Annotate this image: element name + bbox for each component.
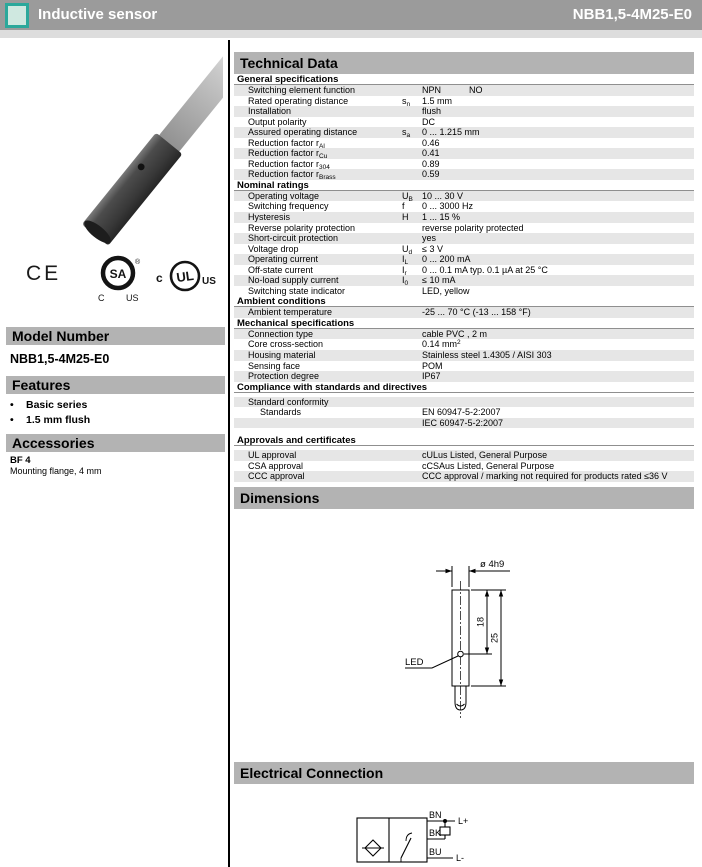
- spec-value-text: NPN: [422, 85, 442, 95]
- section-header: Compliance with standards and directives: [234, 382, 694, 393]
- spec-label: [234, 127, 402, 138]
- spec-label: [234, 286, 402, 297]
- spec-label-text: Housing material: [248, 350, 316, 361]
- spec-symbol: [402, 85, 422, 96]
- spec-row: [234, 233, 694, 244]
- page-title: Inductive sensor: [38, 6, 158, 23]
- section-header: Mechanical specifications: [234, 318, 694, 329]
- spec-label-subscript: Brass: [319, 174, 336, 180]
- spec-value-text: 0 ... 3000 Hz: [422, 201, 474, 212]
- wire-bk-label: BK: [429, 828, 442, 838]
- spec-symbol-base: U: [402, 243, 409, 254]
- spec-label-text: Hysteresis: [248, 212, 291, 223]
- spec-row: [234, 361, 694, 372]
- dimension-drawing: [390, 553, 570, 738]
- spec-row: [234, 201, 694, 212]
- csa-mark-icon: [94, 252, 142, 304]
- spec-label: [234, 233, 402, 244]
- spec-label: [234, 169, 402, 180]
- spec-value-text: 0.89: [422, 158, 440, 169]
- spec-symbol: [402, 371, 422, 382]
- spec-label-text: Reduction factor r: [248, 169, 320, 180]
- spec-value: [422, 418, 694, 429]
- spec-value: [422, 307, 694, 318]
- spec-symbol: [402, 169, 422, 180]
- spec-symbol: [402, 450, 422, 461]
- spec-label: [234, 275, 402, 286]
- spec-value: [422, 244, 694, 255]
- spec-value: [422, 361, 694, 372]
- spec-label-text: UL approval: [248, 450, 297, 461]
- features-header: Features: [6, 376, 225, 394]
- spec-value-text: cULus Listed, General Purpose: [422, 450, 548, 461]
- spec-value-text: 0.14 mm: [422, 339, 458, 350]
- spec-value: [422, 138, 694, 149]
- spec-symbol: [402, 191, 422, 202]
- section-rows: [234, 191, 694, 296]
- spec-label-text: Sensing face: [248, 360, 301, 371]
- spec-symbol: [402, 254, 422, 265]
- wire-bu-label: BU: [429, 847, 442, 857]
- spec-symbol: [402, 96, 422, 107]
- section-rows: [234, 397, 694, 429]
- spec-value-text: 0.41: [422, 148, 440, 159]
- dim-18-label: 18: [475, 616, 486, 628]
- spec-value-text: EN 60947-5-2:2007: [422, 407, 501, 418]
- spec-label: [234, 350, 402, 361]
- accessory-name: BF 4: [10, 455, 31, 466]
- spec-label-text: Connection type: [248, 328, 314, 339]
- spec-symbol: [402, 286, 422, 297]
- spec-label: [234, 361, 402, 372]
- spec-label-text: Switching frequency: [248, 201, 329, 212]
- spec-symbol-base: I: [402, 264, 405, 275]
- dim-25-label: 25: [489, 632, 500, 644]
- spec-label-text: Standard conformity: [248, 396, 329, 407]
- spec-symbol: [402, 361, 422, 372]
- spec-label: [234, 138, 402, 149]
- spec-row: [234, 159, 694, 170]
- spec-symbol: [402, 461, 422, 472]
- spec-label-text: Voltage drop: [248, 243, 299, 254]
- spec-symbol-subscript: d: [408, 248, 413, 256]
- technical-data-header: Technical Data: [234, 52, 694, 74]
- ul-monogram: UL: [175, 267, 195, 286]
- spec-label-text: Ambient temperature: [248, 307, 333, 318]
- spec-value-text: DC: [422, 116, 435, 127]
- spec-value: [422, 127, 694, 138]
- section-rows: [234, 307, 694, 318]
- spec-symbol: [402, 233, 422, 244]
- dim-diameter-label: ø 4h9: [480, 559, 505, 570]
- spec-symbol: [402, 407, 422, 418]
- spec-row: [234, 461, 694, 472]
- junction-dot: [443, 819, 447, 823]
- spec-label-text: Reverse polarity protection: [248, 222, 356, 233]
- spec-label: [234, 191, 402, 202]
- spec-row: [234, 265, 694, 276]
- spec-symbol: [402, 339, 422, 350]
- section-rows: [234, 450, 694, 482]
- column-divider: [228, 40, 230, 867]
- spec-row: [234, 127, 694, 138]
- ce-mark-icon: CE: [26, 262, 62, 285]
- spec-value: [422, 201, 694, 212]
- spec-symbol: [402, 329, 422, 340]
- spec-row: [234, 96, 694, 107]
- lplus-label: L+: [458, 816, 469, 826]
- spec-value: [422, 254, 694, 265]
- spec-label: [234, 106, 402, 117]
- spec-value: [422, 169, 694, 180]
- spec-label: [234, 461, 402, 472]
- spec-label: [234, 471, 402, 482]
- spec-value-2: NO: [469, 85, 483, 95]
- spec-symbol-base: s: [402, 95, 407, 106]
- section-rows: [234, 85, 694, 180]
- spec-row: [234, 85, 694, 96]
- spec-value: [422, 350, 694, 361]
- spec-symbol-subscript: B: [408, 195, 413, 203]
- spec-value-text: POM: [422, 360, 443, 371]
- spec-label-text: Switching state indicator: [248, 285, 346, 296]
- spec-value-text: Stainless steel 1.4305 / AISI 303: [422, 350, 552, 361]
- spec-symbol: [402, 212, 422, 223]
- tech-table-body: [234, 74, 694, 482]
- spec-symbol-subscript: r: [404, 269, 407, 277]
- spec-symbol: [402, 471, 422, 482]
- csa-reg: ®: [135, 259, 141, 266]
- spec-value-text: reverse polarity protected: [422, 222, 524, 233]
- features-list: [10, 398, 90, 428]
- accessories-header: Accessories: [6, 434, 225, 452]
- spec-label-text: Output polarity: [248, 116, 307, 127]
- spec-symbol: [402, 350, 422, 361]
- electrical-connection-header: Electrical Connection: [234, 762, 694, 784]
- feature-text: Basic series: [26, 399, 88, 411]
- ul-us: US: [202, 276, 216, 287]
- spec-label-text: Operating current: [248, 254, 319, 265]
- spec-value: [422, 159, 694, 170]
- spec-row: [234, 329, 694, 340]
- spec-label-text: Core cross-section: [248, 339, 324, 350]
- spec-label-text: Short-circuit protection: [248, 233, 339, 244]
- spec-value-text: 0 ... 0.1 mA typ. 0.1 µA at 25 °C: [422, 264, 548, 275]
- wire-bn-label: BN: [429, 810, 442, 820]
- section-header: General specifications: [234, 74, 694, 85]
- spec-symbol: [402, 201, 422, 212]
- spec-value-text: 0 ... 200 mA: [422, 254, 471, 265]
- spec-value: [422, 471, 694, 482]
- model-number-header: Model Number: [6, 327, 225, 345]
- spec-symbol-base: H: [402, 212, 409, 223]
- section-header: Approvals and certificates: [234, 435, 694, 446]
- model-number-value: NBB1,5-4M25-E0: [10, 352, 110, 366]
- product-photo: [8, 40, 223, 250]
- spec-value-text: flush: [422, 106, 442, 117]
- spec-label: [234, 212, 402, 223]
- spec-value-text: 1 ... 15 %: [422, 212, 461, 223]
- spec-value: [422, 106, 694, 117]
- spec-row: [234, 307, 694, 318]
- spec-value-text: 10 ... 30 V: [422, 190, 464, 201]
- spec-value-text: 0 ... 1.215 mm: [422, 127, 480, 138]
- spec-value-text: 0.46: [422, 137, 440, 148]
- spec-symbol-subscript: n: [406, 100, 411, 108]
- dim-led-label: LED: [405, 657, 424, 668]
- spec-value: [422, 191, 694, 202]
- spec-label-text: Switching element function: [248, 85, 356, 95]
- wiring-sensor-box: [357, 818, 427, 862]
- load-symbol: [440, 827, 450, 835]
- spec-label: [234, 223, 402, 234]
- brand-square-icon: [5, 3, 29, 28]
- accessory-description: Mounting flange, 4 mm: [10, 466, 102, 476]
- csa-c: C: [98, 293, 105, 303]
- spec-value-text: 0.59: [422, 169, 440, 180]
- spec-symbol-subscript: L: [404, 259, 409, 267]
- spec-label-text: Off-state current: [248, 264, 313, 275]
- spec-row: [234, 244, 694, 255]
- dim-led-dot: [458, 651, 464, 657]
- spec-value: [422, 212, 694, 223]
- section-header: Ambient conditions: [234, 296, 694, 307]
- dimensions-header: Dimensions: [234, 487, 694, 509]
- feature-item: [10, 413, 90, 428]
- spec-symbol-base: I: [402, 275, 405, 286]
- spec-label: [234, 254, 402, 265]
- spec-row: [234, 371, 694, 382]
- spec-value-text: 1.5 mm: [422, 95, 453, 106]
- spec-row: [234, 350, 694, 361]
- spec-row: [234, 418, 694, 429]
- spec-value: [422, 461, 694, 472]
- spec-row: [234, 106, 694, 117]
- spec-value-text: CCC approval / marking not required for products rated ≤36 V: [422, 471, 668, 482]
- spec-row: [234, 286, 694, 297]
- right-column: [234, 52, 694, 867]
- spec-label: [234, 96, 402, 107]
- spec-value: [422, 275, 694, 286]
- spec-value-text: IEC 60947-5-2:2007: [422, 417, 504, 428]
- spec-symbol: [402, 223, 422, 234]
- spec-label-subscript: Al: [319, 142, 325, 149]
- section-rows: [234, 329, 694, 382]
- spec-row: [234, 339, 694, 350]
- spec-symbol: [402, 418, 422, 429]
- spec-value: [422, 265, 694, 276]
- spec-row: [234, 117, 694, 128]
- bullet-icon: •: [10, 414, 14, 426]
- spec-label: [234, 371, 402, 382]
- spec-label: [234, 244, 402, 255]
- certification-logos: [0, 250, 228, 305]
- page-header: [0, 0, 702, 30]
- spec-row: [234, 254, 694, 265]
- spec-row: [234, 138, 694, 149]
- spec-label: [234, 329, 402, 340]
- spec-label-text: Standards: [260, 407, 302, 418]
- spec-label-text: Operating voltage: [248, 190, 320, 201]
- spec-row: [234, 471, 694, 482]
- spec-value-text: ≤ 3 V: [422, 243, 443, 254]
- section-header: Nominal ratings: [234, 180, 694, 191]
- spec-label: [234, 397, 402, 408]
- spec-label: [234, 339, 402, 350]
- spec-value-superscript: 2: [457, 339, 461, 347]
- bullet-icon: •: [10, 399, 14, 411]
- spec-value: [422, 117, 694, 128]
- spec-value: [422, 223, 694, 234]
- spec-symbol-base: s: [402, 127, 407, 138]
- spec-value: [422, 371, 694, 382]
- spec-value: [422, 148, 694, 159]
- spec-row: [234, 450, 694, 461]
- spec-label: [234, 201, 402, 212]
- csa-monogram: SA: [109, 267, 127, 281]
- spec-symbol: [402, 138, 422, 149]
- spec-symbol-subscript: a: [406, 132, 411, 140]
- spec-value-text: IP67: [422, 371, 441, 382]
- spec-label: [234, 418, 402, 429]
- spec-label-text: CSA approval: [248, 460, 304, 471]
- spec-label: [234, 265, 402, 276]
- spec-value-text: -25 ... 70 °C (-13 ... 158 °F): [422, 307, 531, 318]
- spec-value: [422, 286, 694, 297]
- spec-label-text: Reduction factor r: [248, 137, 320, 148]
- spec-label-subscript: 304: [319, 163, 330, 170]
- spec-label: [234, 159, 402, 170]
- spec-label: [234, 307, 402, 318]
- spec-label: [234, 407, 402, 418]
- spec-row: [234, 397, 694, 408]
- ul-c: c: [156, 271, 163, 285]
- spec-row: [234, 148, 694, 159]
- spec-value-text: cCSAus Listed, General Purpose: [422, 460, 555, 471]
- spec-symbol-subscript: 0: [404, 280, 409, 288]
- spec-label-text: Installation: [248, 106, 292, 117]
- spec-row: [234, 275, 694, 286]
- spec-value: [422, 407, 694, 418]
- spec-label-subscript: Cu: [319, 153, 328, 159]
- spec-value-text: cable PVC , 2 m: [422, 328, 488, 339]
- spec-row: [234, 191, 694, 202]
- spec-label-text: Assured operating distance: [248, 127, 358, 138]
- spec-value: [422, 339, 694, 350]
- spec-symbol-base: f: [402, 201, 405, 212]
- spec-symbol: [402, 127, 422, 138]
- spec-symbol-base: U: [402, 190, 409, 201]
- spec-label: [234, 450, 402, 461]
- spec-row: [234, 407, 694, 418]
- spec-label: [234, 117, 402, 128]
- feature-item: [10, 398, 90, 413]
- spec-symbol: [402, 148, 422, 159]
- csa-us: US: [126, 293, 139, 303]
- spec-symbol: [402, 159, 422, 170]
- spec-row: [234, 212, 694, 223]
- spec-value-text: LED, yellow: [422, 285, 470, 296]
- wiring-diagram: [340, 805, 500, 867]
- spec-label: [234, 85, 402, 96]
- spec-symbol: [402, 106, 422, 117]
- spec-value: [422, 85, 694, 96]
- spec-value: [422, 96, 694, 107]
- spec-row: [234, 169, 694, 180]
- ul-mark-icon: [155, 258, 219, 296]
- spec-label-text: Reduction factor r: [248, 148, 320, 159]
- spec-symbol: [402, 307, 422, 318]
- spec-symbol: [402, 244, 422, 255]
- spec-value-text: ≤ 10 mA: [422, 275, 456, 286]
- spec-value-text: yes: [422, 233, 437, 244]
- lminus-label: L-: [456, 853, 465, 863]
- spec-label: [234, 148, 402, 159]
- header-strip: [0, 30, 702, 38]
- header-model-number: NBB1,5-4M25-E0: [572, 6, 692, 23]
- spec-label-text: Rated operating distance: [248, 95, 349, 106]
- spec-symbol: [402, 265, 422, 276]
- left-column: [0, 38, 228, 867]
- feature-text: 1.5 mm flush: [26, 414, 91, 426]
- spec-label-text: No-load supply current: [248, 275, 339, 286]
- spec-label-text: CCC approval: [248, 471, 305, 482]
- spec-label-text: Reduction factor r: [248, 158, 320, 169]
- spec-label-text: Protection degree: [248, 371, 320, 382]
- spec-value: [422, 329, 694, 340]
- spec-symbol: [402, 117, 422, 128]
- spec-value: [422, 233, 694, 244]
- spec-symbol: [402, 275, 422, 286]
- spec-symbol-base: I: [402, 254, 405, 265]
- spec-value: [422, 450, 694, 461]
- spec-row: [234, 223, 694, 234]
